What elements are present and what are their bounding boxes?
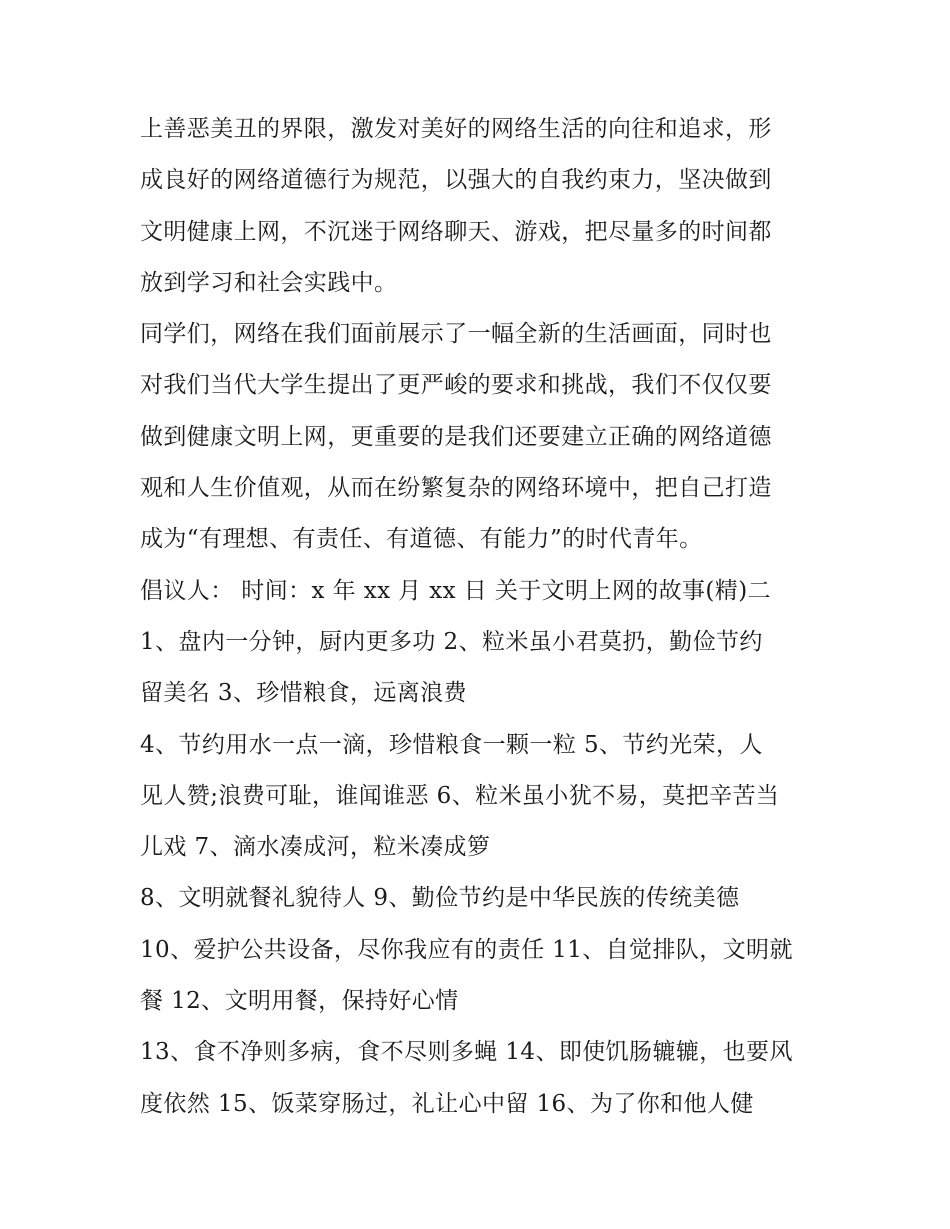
text-line: 上善恶美丑的界限，激发对美好的网络生活的向往和追求，形 — [140, 116, 772, 142]
text-line: 4、节约用水一点一滴，珍惜粮食一颗一粒 5、节约光荣，人 — [140, 731, 763, 758]
text-line: 做到健康文明上网，更重要的是我们还要建立正确的网络道德 — [140, 423, 772, 450]
text-line: 成为“有理想、有责任、有道德、有能力”的时代青年。 — [140, 526, 703, 553]
text-line: 倡议人： 时间：x 年 xx 月 xx 日 关于文明上网的故事(精)二 — [140, 577, 771, 604]
text-line: 观和人生价值观，从而在纷繁复杂的网络环境中，把自己打造 — [140, 475, 772, 502]
text-line: 8、文明就餐礼貌待人 9、勤俭节约是中华民族的传统美德 — [140, 885, 740, 912]
text-line: 见人赞;浪费可耻，谁闻谁恶 6、粒米虽小犹不易，莫把辛苦当 — [140, 782, 780, 809]
text-line: 对我们当代大学生提出了更严峻的要求和挑战，我们不仅仅要 — [140, 372, 772, 399]
text-line: 放到学习和社会实践中。 — [140, 269, 398, 296]
document-body — [140, 104, 820, 1130]
text-line: 餐 12、文明用餐，保持好心情 — [140, 988, 459, 1015]
text-line: 文明健康上网，不沉迷于网络聊天、游戏，把尽量多的时间都 — [140, 218, 772, 245]
text-line: 13、食不净则多病，食不尽则多蝇 14、即使饥肠辘辘，也要风 — [140, 1039, 793, 1066]
text-line: 成良好的网络道德行为规范，以强大的自我约束力，坚决做到 — [140, 167, 772, 194]
text-line: 1、盘内一分钟，厨内更多功 2、粒米虽小君莫扔，勤俭节约 — [140, 628, 763, 655]
text-line: 同学们，网络在我们面前展示了一幅全新的生活画面，同时也 — [140, 321, 772, 348]
text-line: 度依然 15、饭菜穿肠过，礼让心中留 16、为了你和他人健 — [140, 1090, 754, 1117]
text-line: 儿戏 7、滴水凑成河，粒米凑成箩 — [140, 834, 491, 861]
text-line: 10、爱护公共设备，尽你我应有的责任 11、自觉排队，文明就 — [140, 936, 793, 963]
text-line: 留美名 3、珍惜粮食，远离浪费 — [140, 680, 467, 707]
